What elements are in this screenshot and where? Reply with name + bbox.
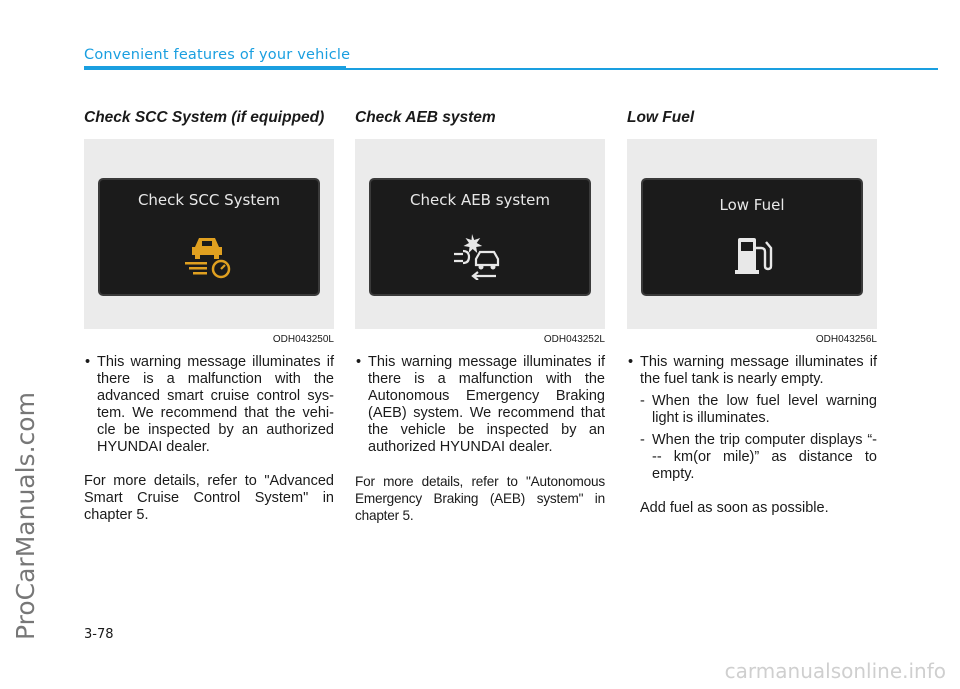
list-item: • This warning message illuminates if there is a malfunction with the Autonomous Emergency Braking (AEB) system. We recommend that the vehicle be inspected by an authorized HYUNDAI dealer. xyxy=(355,354,605,456)
bullet-list xyxy=(355,354,605,456)
sub-list xyxy=(640,393,877,483)
reference-note: For more details, refer to "Autonomous Emergency Braking (AEB) system" in chapter 5. xyxy=(355,474,605,523)
scc-warning-icon xyxy=(181,232,237,280)
figure-code: ODH043250L xyxy=(272,334,334,345)
side-watermark: ProCarManuals.com xyxy=(11,392,40,640)
bullet-list xyxy=(84,354,334,456)
bullet-list xyxy=(627,354,877,388)
figure-code: ODH043252L xyxy=(543,334,605,345)
closing-note: Add fuel as soon as possible. xyxy=(640,500,829,516)
bottom-watermark: carmanualsonline.info xyxy=(724,659,946,683)
header-rule-thin xyxy=(346,68,938,70)
cluster-figure xyxy=(627,139,877,329)
list-item: • This warning message illuminates if there is a malfunction with the advanced smart cruise control sys-tem. We recommend that the vehi-cle be inspected by an authorized HYUNDAI dealer. xyxy=(84,354,334,456)
fuel-pump-icon xyxy=(724,232,780,280)
display-message: Check SCC System xyxy=(137,191,281,209)
figure-code: ODH043256L xyxy=(815,334,877,345)
section-low-fuel xyxy=(627,108,877,517)
section-title: Low Fuel xyxy=(627,109,695,126)
display-message: Check AEB system xyxy=(410,191,550,209)
display-message: Low Fuel xyxy=(719,196,785,214)
aeb-warning-icon xyxy=(452,232,508,280)
section-title: Check AEB system xyxy=(355,109,496,126)
list-item: • This warning message illuminates if the fuel tank is nearly empty. xyxy=(627,354,877,388)
list-item: - When the low fuel level warning light is illuminates. xyxy=(640,393,877,427)
cluster-display xyxy=(369,178,591,296)
cluster-figure xyxy=(84,139,334,329)
section-check-scc xyxy=(84,108,334,524)
section-header: Convenient features of your vehicle xyxy=(84,47,351,63)
cluster-figure xyxy=(355,139,605,329)
reference-note: For more details, refer to "Advanced Smart Cruise Control System" in chapter 5. xyxy=(84,473,334,523)
list-item: - When the trip computer displays “--- km(or mile)” as distance to empty. xyxy=(640,432,877,483)
section-title: Check SCC System (if equipped) xyxy=(84,109,325,126)
cluster-display xyxy=(98,178,320,296)
header-rule-thick xyxy=(84,66,346,70)
page-number: 3-78 xyxy=(84,627,114,642)
cluster-display xyxy=(641,178,863,296)
section-check-aeb xyxy=(355,108,605,524)
